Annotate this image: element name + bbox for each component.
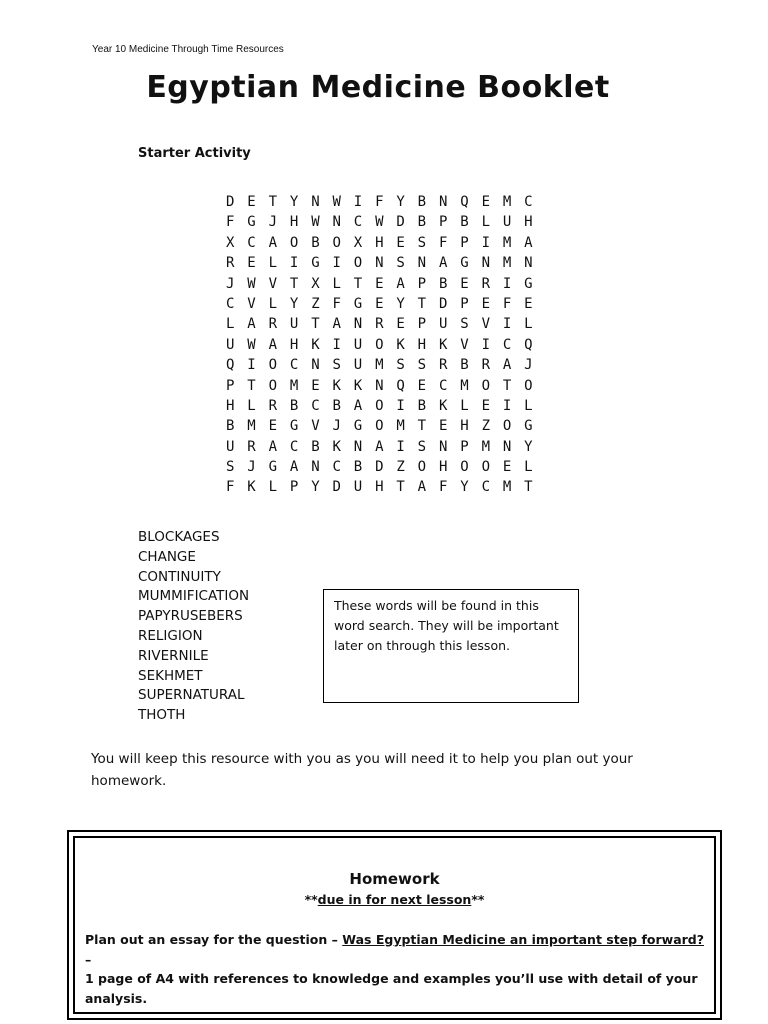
grid-letter: L <box>524 459 533 476</box>
grid-letter: F <box>332 295 341 312</box>
grid-letter: U <box>353 336 363 353</box>
grid-letter: K <box>247 479 256 496</box>
grid-letter: P <box>460 295 469 312</box>
homework-title: Homework <box>349 870 440 888</box>
grid-letter: J <box>247 459 256 476</box>
grid-letter: L <box>524 397 533 414</box>
grid-letter: I <box>502 316 512 333</box>
grid-letter: E <box>460 275 469 292</box>
grid-letter: N <box>481 255 490 272</box>
grid-row <box>226 396 545 416</box>
grid-letter: B <box>226 418 235 435</box>
grid-letter: H <box>289 336 299 353</box>
grid-letter: E <box>247 255 256 272</box>
word-list-item: RELIGION <box>138 627 203 644</box>
grid-letter: S <box>417 234 427 251</box>
grid-letter: O <box>332 234 341 251</box>
grid-letter: G <box>311 255 320 272</box>
grid-letter: Y <box>289 295 299 312</box>
grid-letter: C <box>524 194 533 210</box>
grid-letter: N <box>311 357 320 374</box>
grid-letter: A <box>268 438 278 455</box>
grid-letter: E <box>438 418 448 435</box>
grid-letter: P <box>289 479 299 496</box>
grid-letter: V <box>268 275 278 292</box>
grid-letter: A <box>268 336 278 353</box>
grid-letter: A <box>417 479 427 496</box>
grid-letter: O <box>375 397 384 414</box>
grid-letter: C <box>353 214 363 231</box>
grid-letter: U <box>438 316 448 333</box>
grid-letter: M <box>247 418 256 435</box>
grid-letter: S <box>226 459 235 476</box>
grid-letter: A <box>353 397 363 414</box>
grid-row <box>226 376 545 396</box>
grid-letter: O <box>268 377 278 394</box>
grid-letter: T <box>353 275 363 292</box>
grid-letter: D <box>396 214 405 231</box>
grid-row <box>226 233 545 253</box>
grid-letter: A <box>524 234 533 251</box>
grid-letter: E <box>524 295 533 312</box>
grid-letter: Z <box>481 418 490 435</box>
grid-letter: L <box>481 214 490 231</box>
grid-letter: Q <box>226 357 235 374</box>
grid-letter: R <box>268 316 278 333</box>
grid-letter: P <box>417 316 427 333</box>
grid-letter: B <box>353 459 363 476</box>
grid-letter: D <box>332 479 341 496</box>
grid-letter: N <box>524 255 533 272</box>
grid-letter: O <box>375 336 384 353</box>
grid-letter: A <box>247 316 256 333</box>
word-list <box>138 528 249 726</box>
grid-row <box>226 457 545 477</box>
grid-letter: R <box>375 316 384 333</box>
grid-letter: B <box>460 357 469 374</box>
word-list-item: PAPYRUSEBERS <box>138 608 243 625</box>
grid-letter: N <box>438 194 448 210</box>
grid-letter: B <box>289 397 299 414</box>
grid-letter: I <box>396 438 405 455</box>
grid-letter: W <box>311 214 320 231</box>
grid-letter: A <box>375 438 384 455</box>
grid-letter: T <box>311 316 320 333</box>
grid-letter: C <box>438 377 448 394</box>
grid-letter: F <box>502 295 512 312</box>
grid-letter: K <box>438 336 448 353</box>
grid-letter: E <box>396 316 405 333</box>
grid-letter: C <box>247 234 256 251</box>
question-text: Was Egyptian Medicine an important step forward? <box>342 932 704 947</box>
grid-letter: Q <box>396 377 405 394</box>
grid-letter: O <box>481 377 490 394</box>
grid-letter: G <box>268 459 278 476</box>
grid-letter: M <box>289 377 299 394</box>
word-search-grid <box>226 192 545 498</box>
grid-letter: I <box>289 255 299 272</box>
grid-letter: T <box>417 418 427 435</box>
grid-letter: F <box>375 194 384 210</box>
grid-letter: U <box>353 357 363 374</box>
grid-letter: C <box>481 479 490 496</box>
grid-letter: B <box>417 397 427 414</box>
grid-letter: H <box>375 234 384 251</box>
grid-letter: B <box>311 438 320 455</box>
grid-letter: B <box>438 275 448 292</box>
grid-letter: T <box>247 377 256 394</box>
grid-letter: M <box>375 357 384 374</box>
grid-letter: N <box>353 438 363 455</box>
word-search-note-box <box>323 589 579 703</box>
question-suffix: – <box>85 952 92 967</box>
grid-letter: M <box>460 377 469 394</box>
grid-letter: O <box>289 234 299 251</box>
grid-letter: K <box>332 438 341 455</box>
grid-letter: S <box>417 438 427 455</box>
grid-letter: R <box>481 357 490 374</box>
grid-letter: A <box>438 255 448 272</box>
grid-letter: Z <box>396 459 405 476</box>
grid-letter: I <box>396 397 405 414</box>
grid-letter: P <box>438 214 448 231</box>
grid-letter: J <box>332 418 341 435</box>
grid-letter: L <box>268 295 278 312</box>
grid-letter: W <box>247 336 256 353</box>
grid-row <box>226 294 545 314</box>
grid-letter: Y <box>396 194 405 210</box>
grid-letter: P <box>417 275 427 292</box>
grid-letter: K <box>353 377 363 394</box>
grid-letter: G <box>247 214 256 231</box>
grid-letter: O <box>417 459 427 476</box>
grid-letter: C <box>289 357 299 374</box>
grid-letter: L <box>524 316 533 333</box>
grid-letter: S <box>396 255 405 272</box>
grid-letter: V <box>460 336 469 353</box>
grid-letter: N <box>353 316 363 333</box>
grid-letter: I <box>502 275 512 292</box>
grid-letter: I <box>247 357 256 374</box>
homework-detail: 1 page of A4 with references to knowledge and examples you’ll use with detail of your analysis. <box>85 971 698 1006</box>
grid-letter: S <box>460 316 469 333</box>
grid-letter: U <box>226 336 235 353</box>
grid-letter: D <box>375 459 384 476</box>
grid-letter: S <box>396 357 405 374</box>
grid-letter: T <box>417 295 427 312</box>
grid-letter: K <box>311 336 320 353</box>
grid-letter: B <box>417 194 427 210</box>
grid-letter: E <box>417 377 427 394</box>
grid-letter: A <box>332 316 341 333</box>
grid-letter: F <box>438 479 448 496</box>
grid-letter: H <box>375 479 384 496</box>
grid-letter: E <box>481 194 490 210</box>
grid-letter: T <box>502 377 512 394</box>
grid-letter: P <box>460 438 469 455</box>
grid-row <box>226 314 545 334</box>
grid-letter: N <box>375 255 384 272</box>
grid-letter: I <box>353 194 363 210</box>
grid-letter: O <box>502 418 512 435</box>
grid-letter: Y <box>524 438 533 455</box>
due-suffix: ** <box>471 892 485 907</box>
grid-letter: F <box>226 479 235 496</box>
grid-letter: M <box>396 418 405 435</box>
grid-letter: O <box>268 357 278 374</box>
grid-letter: M <box>502 255 512 272</box>
grid-letter: S <box>332 357 341 374</box>
grid-letter: H <box>460 418 469 435</box>
grid-letter: K <box>396 336 405 353</box>
grid-letter: M <box>502 194 512 210</box>
grid-letter: V <box>311 418 320 435</box>
grid-letter: N <box>311 459 320 476</box>
grid-letter: D <box>226 194 235 210</box>
grid-letter: V <box>247 295 256 312</box>
grid-row <box>226 253 545 273</box>
grid-letter: N <box>332 214 341 231</box>
grid-letter: I <box>502 397 512 414</box>
grid-letter: W <box>332 194 341 210</box>
grid-letter: A <box>396 275 405 292</box>
grid-letter: S <box>417 357 427 374</box>
grid-row <box>226 477 545 497</box>
page-title: Egyptian Medicine Booklet <box>146 70 610 105</box>
note-text: These words will be found in this word search. They will be important later on through this lesson. <box>334 598 559 653</box>
grid-row <box>226 274 545 294</box>
grid-letter: J <box>268 214 278 231</box>
word-list-item: RIVERNILE <box>138 647 209 664</box>
grid-row <box>226 192 545 212</box>
word-list-item: MUMMIFICATION <box>138 588 250 605</box>
grid-letter: B <box>417 214 427 231</box>
grid-letter: P <box>460 234 469 251</box>
grid-letter: G <box>353 418 363 435</box>
word-list-item: THOTH <box>138 707 186 724</box>
grid-row <box>226 335 545 355</box>
grid-letter: W <box>247 275 256 292</box>
word-list-item: CONTINUITY <box>138 568 221 585</box>
grid-letter: P <box>226 377 235 394</box>
grid-letter: O <box>481 459 490 476</box>
grid-letter: D <box>438 295 448 312</box>
grid-letter: A <box>289 459 299 476</box>
grid-letter: F <box>438 234 448 251</box>
grid-letter: Q <box>524 336 533 353</box>
grid-letter: K <box>332 377 341 394</box>
homework-due <box>75 892 714 907</box>
grid-letter: L <box>268 255 278 272</box>
word-list-item: BLOCKAGES <box>138 529 220 545</box>
grid-letter: G <box>460 255 469 272</box>
grid-letter: F <box>226 214 235 231</box>
due-prefix: ** <box>304 892 318 907</box>
grid-row <box>226 437 545 457</box>
grid-letter: W <box>375 214 384 231</box>
grid-letter: R <box>438 357 448 374</box>
grid-letter: Q <box>460 194 469 210</box>
grid-letter: L <box>247 397 256 414</box>
grid-letter: B <box>460 214 469 231</box>
grid-letter: U <box>353 479 363 496</box>
grid-letter: C <box>226 295 235 312</box>
header-note: Year 10 Medicine Through Time Resources <box>92 44 284 55</box>
grid-letter: U <box>226 438 235 455</box>
instruction-text: You will keep this resource with you as you will need it to help you plan out your homework. <box>91 751 633 789</box>
grid-letter: H <box>226 397 235 414</box>
grid-letter: H <box>524 214 533 231</box>
grid-letter: I <box>481 336 490 353</box>
question-prefix: Plan out an essay for the question – <box>85 932 343 947</box>
grid-letter: E <box>481 295 490 312</box>
grid-letter: H <box>438 459 448 476</box>
grid-letter: C <box>502 336 512 353</box>
grid-letter: Y <box>460 479 469 496</box>
grid-letter: I <box>481 234 490 251</box>
grid-letter: J <box>524 357 533 374</box>
homework-box <box>67 830 722 1020</box>
grid-letter: E <box>375 275 384 292</box>
grid-letter: R <box>268 397 278 414</box>
grid-letter: L <box>332 275 341 292</box>
grid-letter: N <box>438 438 448 455</box>
grid-letter: C <box>311 397 320 414</box>
grid-letter: T <box>524 479 533 496</box>
grid-letter: C <box>332 459 341 476</box>
grid-letter: Y <box>289 194 299 210</box>
grid-letter: M <box>502 234 512 251</box>
grid-letter: B <box>332 397 341 414</box>
grid-row <box>226 416 545 436</box>
grid-letter: R <box>481 275 490 292</box>
grid-letter: E <box>396 234 405 251</box>
grid-letter: H <box>289 214 299 231</box>
grid-letter: M <box>502 479 512 496</box>
word-list-item: CHANGE <box>138 548 196 565</box>
grid-row <box>226 355 545 375</box>
grid-letter: N <box>502 438 512 455</box>
grid-letter: U <box>289 316 299 333</box>
grid-letter: O <box>460 459 469 476</box>
word-list-item: SEKHMET <box>138 667 203 684</box>
grid-letter: K <box>438 397 448 414</box>
grid-letter: J <box>226 275 235 292</box>
grid-letter: L <box>460 397 469 414</box>
homework-question <box>85 930 708 970</box>
grid-letter: U <box>502 214 512 231</box>
grid-letter: R <box>247 438 256 455</box>
grid-letter: N <box>417 255 427 272</box>
grid-letter: V <box>481 316 490 333</box>
grid-letter: A <box>268 234 278 251</box>
homework-inner-border <box>73 836 716 1014</box>
grid-letter: E <box>502 459 512 476</box>
grid-letter: T <box>396 479 405 496</box>
grid-letter: Y <box>396 295 405 312</box>
grid-letter: G <box>524 275 533 292</box>
grid-letter: I <box>332 255 341 272</box>
grid-letter: G <box>353 295 363 312</box>
grid-letter: O <box>353 255 363 272</box>
grid-letter: H <box>417 336 427 353</box>
grid-letter: E <box>268 418 278 435</box>
word-list-item: SUPERNATURAL <box>138 687 245 704</box>
grid-letter: E <box>375 295 384 312</box>
grid-letter: C <box>289 438 299 455</box>
grid-letter: T <box>268 194 278 210</box>
grid-letter: B <box>311 234 320 251</box>
grid-letter: N <box>311 194 320 210</box>
grid-letter: R <box>226 255 235 272</box>
grid-letter: O <box>375 418 384 435</box>
grid-letter: A <box>502 357 512 374</box>
grid-letter: T <box>289 275 299 292</box>
grid-letter: E <box>247 194 256 210</box>
grid-letter: X <box>311 275 320 292</box>
grid-letter: Z <box>311 295 320 312</box>
grid-letter: I <box>332 336 341 353</box>
grid-letter: L <box>226 316 235 333</box>
grid-letter: E <box>311 377 320 394</box>
grid-row <box>226 212 545 232</box>
grid-letter: M <box>481 438 490 455</box>
grid-letter: X <box>353 234 363 251</box>
grid-letter: Y <box>311 479 320 496</box>
grid-letter: O <box>524 377 533 394</box>
due-text: due in for next lesson <box>317 892 472 907</box>
grid-letter: N <box>375 377 384 394</box>
grid-letter: L <box>268 479 278 496</box>
grid-letter: G <box>524 418 533 435</box>
grid-letter: G <box>289 418 299 435</box>
grid-letter: E <box>481 397 490 414</box>
grid-letter: X <box>226 234 235 251</box>
starter-activity-label: Starter Activity <box>138 146 251 161</box>
